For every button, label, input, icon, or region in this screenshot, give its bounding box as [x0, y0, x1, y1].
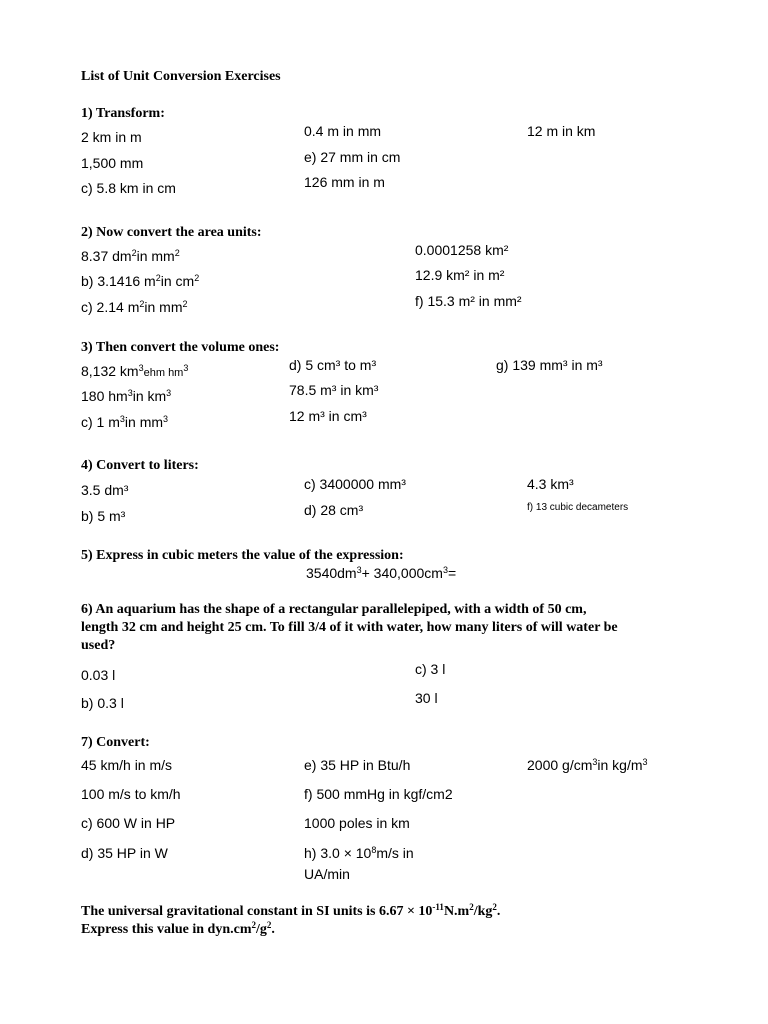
ex1-item: e) 27 mm in cm — [304, 149, 401, 165]
ex4-item: 4.3 km³ — [527, 476, 574, 492]
final-l1-end: . — [496, 904, 501, 919]
ex3-item-g: g) 139 mm³ in m³ — [496, 357, 603, 373]
final-exp4: 2 — [251, 920, 256, 930]
ex7-item-a: 45 km/h in m/s — [81, 757, 173, 773]
ex2-b-exp2: 2 — [194, 273, 200, 283]
final-exp5: 2 — [266, 920, 272, 930]
ex7-item-f: f) 500 mmHg in kgf/cm2 — [304, 786, 453, 802]
ex6-option: c) 3 l — [415, 661, 446, 677]
ex2-heading: 2) Now convert the area units: — [81, 225, 262, 240]
ex4-item: b) 5 m³ — [81, 508, 126, 524]
ex5-expression — [306, 565, 456, 582]
ex3-c-text: c) 1 m — [81, 414, 120, 430]
ex3-a-text: 8,132 km — [81, 363, 139, 379]
ex2-item-d: 0.0001258 km² — [415, 242, 509, 258]
ex2-c-text: c) 2.14 m — [81, 299, 140, 315]
ex3-b-exp: 3 — [127, 388, 133, 398]
page-title: List of Unit Conversion Exercises — [81, 69, 281, 84]
ex7-i-text: 2000 g/cm — [527, 757, 593, 773]
ex2-item-f: f) 15.3 m² in mm² — [415, 293, 522, 309]
final-l2-text: Express this value in dyn.cm — [81, 922, 252, 937]
ex3-c-text2: in mm — [124, 414, 164, 430]
final-l2-end: . — [271, 922, 275, 937]
ex2-a-text: 8.37 dm — [81, 248, 132, 264]
ex6-option: 0.03 l — [81, 667, 116, 683]
ex1-item: 126 mm in m — [304, 174, 385, 190]
ex3-b-text2: in km — [132, 388, 167, 404]
ex2-item-b — [81, 273, 199, 290]
final-l1-text: The universal gravitational constant in SI units is 6.67 × 10 — [81, 904, 433, 919]
ex6-option: 30 l — [415, 690, 438, 706]
ex7-i-text2: in kg/m — [597, 757, 643, 773]
ex3-item-b — [81, 388, 171, 405]
ex3-c-exp2: 3 — [163, 414, 169, 424]
ex7-item-d: d) 35 HP in W — [81, 845, 168, 861]
ex5-expr-b: + 340,000cm — [361, 565, 443, 581]
ex7-h-text2: m/s in — [376, 845, 414, 861]
ex7-item-h-line2: UA/min — [304, 866, 350, 882]
ex5-expr-c: = — [447, 565, 457, 581]
ex2-c-exp2: 2 — [182, 299, 188, 309]
ex5-expr-a: 3540dm — [306, 565, 357, 581]
ex7-i-exp2: 3 — [642, 757, 648, 767]
ex6-option: b) 0.3 l — [81, 695, 124, 711]
ex1-item: 0.4 m in mm — [304, 123, 382, 139]
ex4-item: c) 3400000 mm³ — [304, 476, 406, 492]
ex7-h-exp: 8 — [371, 845, 377, 855]
ex7-i-exp: 3 — [592, 757, 598, 767]
ex7-item-c: c) 600 W in HP — [81, 815, 176, 831]
ex1-item: 12 m in km — [527, 123, 596, 139]
ex2-b-text: b) 3.1416 m — [81, 273, 156, 289]
ex2-c-text2: in mm — [144, 299, 183, 315]
ex6-question: 6) An aquarium has the shape of a rectangular parallelepiped, with a width of 50 cm, length 32 cm and height 25 cm. To fill 3/4 of it with water, how many liters of will water be used? — [81, 602, 618, 653]
ex7-h-text: h) 3.0 × 10 — [304, 845, 372, 861]
ex3-item-d: d) 5 cm³ to m³ — [289, 357, 377, 373]
ex3-item-c — [81, 414, 168, 431]
ex2-a-exp: 2 — [131, 248, 137, 258]
final-line2 — [81, 922, 275, 939]
ex2-item-c — [81, 299, 188, 316]
ex1-item: 2 km in m — [81, 129, 142, 145]
ex4-item: 3.5 dm³ — [81, 482, 129, 498]
final-exp3: 2 — [492, 902, 497, 912]
ex3-c-exp: 3 — [119, 414, 125, 424]
ex2-c-exp: 2 — [139, 299, 145, 309]
ex3-item-e: 78.5 m³ in km³ — [289, 382, 379, 398]
ex5-heading: 5) Express in cubic meters the value of the expression: — [81, 548, 404, 563]
ex4-item: f) 13 cubic decameters — [527, 502, 629, 513]
ex1-heading: 1) Transform: — [81, 106, 165, 121]
ex7-item-e: e) 35 HP in Btu/h — [304, 757, 411, 773]
ex4-item: d) 28 cm³ — [304, 502, 364, 518]
ex3-b-exp2: 3 — [166, 388, 172, 398]
ex1-item: 1,500 mm — [81, 155, 144, 171]
ex3-item-a — [81, 363, 188, 380]
final-exp2: 2 — [469, 902, 474, 912]
ex4-heading: 4) Convert to liters: — [81, 458, 199, 473]
final-l2-g: /g — [256, 922, 267, 937]
ex3-a-exp2: 3 — [183, 363, 189, 373]
final-l1-kg: /kg — [473, 904, 493, 919]
ex5-exp2: 3 — [442, 565, 448, 575]
ex1-item: c) 5.8 km in cm — [81, 180, 176, 196]
ex2-b-text2: in cm — [160, 273, 195, 289]
ex2-a-text2: in mm — [136, 248, 175, 264]
ex2-a-exp2: 2 — [174, 248, 180, 258]
ex3-b-text: 180 hm — [81, 388, 128, 404]
ex2-b-exp: 2 — [155, 273, 161, 283]
final-line1 — [81, 904, 500, 921]
ex3-heading: 3) Then convert the volume ones: — [81, 340, 280, 355]
ex3-a-exp: 3 — [138, 363, 144, 373]
ex7-heading: 7) Convert: — [81, 735, 150, 750]
ex3-item-f: 12 m³ in cm³ — [289, 408, 367, 424]
ex3-a-sub: ehm hm — [143, 367, 184, 379]
ex2-item-e: 12.9 km² in m² — [415, 267, 505, 283]
ex7-item-h — [304, 845, 414, 862]
ex7-item-i — [527, 757, 648, 774]
final-l1-unit: N.m — [443, 904, 470, 919]
ex5-exp: 3 — [356, 565, 362, 575]
ex2-item-a — [81, 248, 180, 265]
ex7-item-g: 1000 poles in km — [304, 815, 410, 831]
ex7-item-b: 100 m/s to km/h — [81, 786, 181, 802]
final-exp: -11 — [432, 902, 444, 912]
